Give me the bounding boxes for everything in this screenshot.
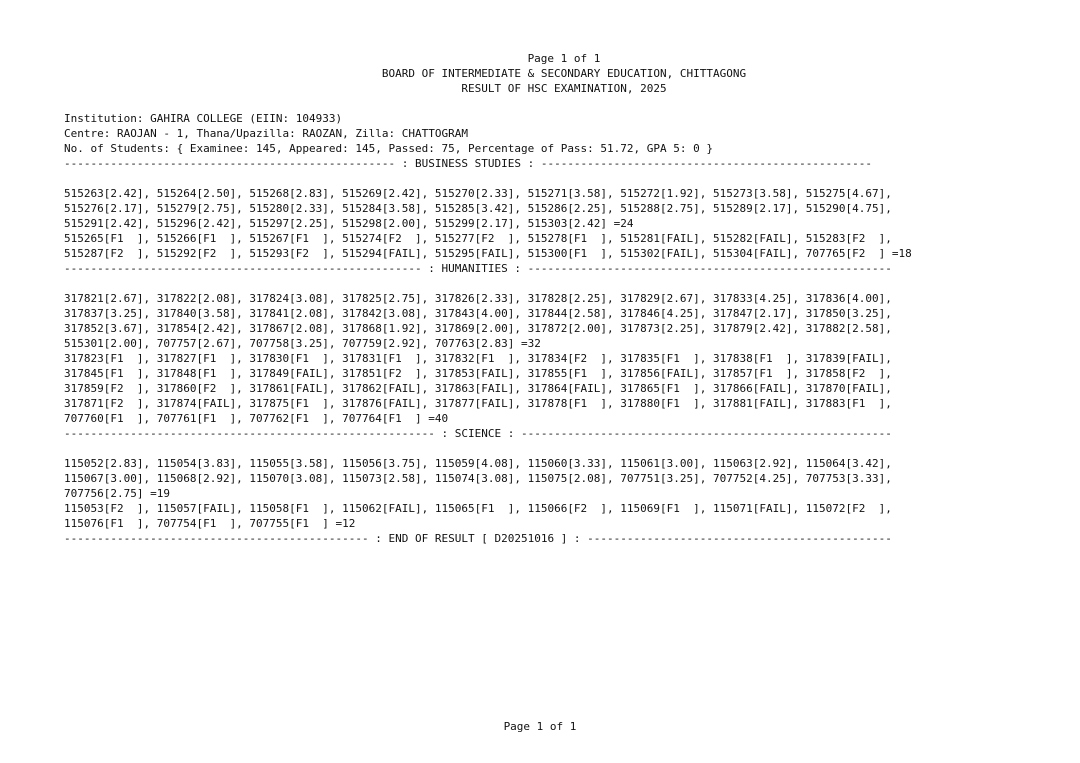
result-line: 515265[F1 ], 515266[F1 ], 515267[F1 ], 515274[F2 ], 515277[F2 ], 515278[F1 ], 515281[FAIL], 515282[FAIL], 515283[F2 ], bbox=[64, 232, 892, 245]
result-line: 317845[F1 ], 317848[F1 ], 317849[FAIL], 317851[F2 ], 317853[FAIL], 317855[F1 ], 317856[FAIL], 317857[F1 ], 317858[F2 ], bbox=[64, 367, 892, 380]
page-number-top: Page 1 of 1 bbox=[527, 52, 601, 65]
end-of-result-separator: ---------------------------------------------- : END OF RESULT [ D20251016 ] : ---------------------------------------------- bbox=[64, 532, 892, 545]
result-line: 515263[2.42], 515264[2.50], 515268[2.83], 515269[2.42], 515270[2.33], 515271[3.58], 515272[1.92], 515273[3.58], 515275[4.67], bbox=[64, 187, 892, 200]
result-line: 707760[F1 ], 707761[F1 ], 707762[F1 ], 707764[F1 ] =40 bbox=[64, 412, 449, 425]
section-business-studies bbox=[64, 156, 1064, 261]
separator-science: -------------------------------------------------------- : SCIENCE : -------------------------------------------------------- bbox=[64, 427, 892, 440]
result-line: 515301[2.00], 707757[2.67], 707758[3.25], 707759[2.92], 707763[2.83] =32 bbox=[64, 337, 541, 350]
result-line: 115067[3.00], 115068[2.92], 115070[3.08], 115073[2.58], 115074[3.08], 115075[2.08], 707751[3.25], 707752[4.25], 707753[3.33], bbox=[64, 472, 892, 485]
result-line: 317837[3.25], 317840[3.58], 317841[2.08], 317842[3.08], 317843[4.00], 317844[2.58], 317846[4.25], 317847[2.17], 317850[3.25], bbox=[64, 307, 892, 320]
result-line: 317852[3.67], 317854[2.42], 317867[2.08], 317868[1.92], 317869[2.00], 317872[2.00], 317873[2.25], 317879[2.42], 317882[2.58], bbox=[64, 322, 892, 335]
board-title: BOARD OF INTERMEDIATE & SECONDARY EDUCATION, CHITTAGONG bbox=[381, 67, 747, 80]
students-summary: No. of Students: { Examinee: 145, Appeared: 145, Passed: 75, Percentage of Pass: 51.72, GPA 5: 0 } bbox=[64, 142, 714, 155]
result-line: 707756[2.75] =19 bbox=[64, 487, 170, 500]
centre-line: Centre: RAOJAN - 1, Thana/Upazilla: RAOZAN, Zilla: CHATTOGRAM bbox=[64, 127, 468, 140]
section-science bbox=[64, 426, 1064, 531]
result-sheet bbox=[64, 51, 1064, 546]
separator-humanities: ------------------------------------------------------ : HUMANITIES : ------------------------------------------------------- bbox=[64, 262, 892, 275]
result-line: 317823[F1 ], 317827[F1 ], 317830[F1 ], 317831[F1 ], 317832[F1 ], 317834[F2 ], 317835[F1 ], 317838[F1 ], 317839[FAIL], bbox=[64, 352, 892, 365]
result-line: 515287[F2 ], 515292[F2 ], 515293[F2 ], 515294[FAIL], 515295[FAIL], 515300[F1 ], 515302[FAIL], 515304[FAIL], 707765[F2 ] =18 bbox=[64, 247, 912, 260]
result-line: 317859[F2 ], 317860[F2 ], 317861[FAIL], 317862[FAIL], 317863[FAIL], 317864[FAIL], 317865[F1 ], 317866[FAIL], 317870[FAIL], bbox=[64, 382, 892, 395]
result-line: 317871[F2 ], 317874[FAIL], 317875[F1 ], 317876[FAIL], 317877[FAIL], 317878[F1 ], 317880[F1 ], 317881[FAIL], 317883[F1 ], bbox=[64, 397, 892, 410]
institution-line: Institution: GAHIRA COLLEGE (EIIN: 104933) bbox=[64, 112, 343, 125]
exam-title: RESULT OF HSC EXAMINATION, 2025 bbox=[461, 82, 667, 95]
result-line: 317821[2.67], 317822[2.08], 317824[3.08], 317825[2.75], 317826[2.33], 317828[2.25], 317829[2.67], 317833[4.25], 317836[4.00], bbox=[64, 292, 892, 305]
result-line: 115076[F1 ], 707754[F1 ], 707755[F1 ] =12 bbox=[64, 517, 356, 530]
page-number-bottom: Page 1 of 1 bbox=[503, 720, 577, 733]
result-line: 115053[F2 ], 115057[FAIL], 115058[F1 ], 115062[FAIL], 115065[F1 ], 115066[F2 ], 115069[F1 ], 115071[FAIL], 115072[F2 ], bbox=[64, 502, 892, 515]
result-line: 515291[2.42], 515296[2.42], 515297[2.25], 515298[2.00], 515299[2.17], 515303[2.42] =24 bbox=[64, 217, 634, 230]
result-line: 115052[2.83], 115054[3.83], 115055[3.58], 115056[3.75], 115059[4.08], 115060[3.33], 115061[3.00], 115063[2.92], 115064[3.42], bbox=[64, 457, 892, 470]
section-humanities bbox=[64, 261, 1064, 426]
result-line: 515276[2.17], 515279[2.75], 515280[2.33], 515284[3.58], 515285[3.42], 515286[2.25], 515288[2.75], 515289[2.17], 515290[4.75], bbox=[64, 202, 892, 215]
separator-business-studies: -------------------------------------------------- : BUSINESS STUDIES : -------------------------------------------------- bbox=[64, 157, 872, 170]
